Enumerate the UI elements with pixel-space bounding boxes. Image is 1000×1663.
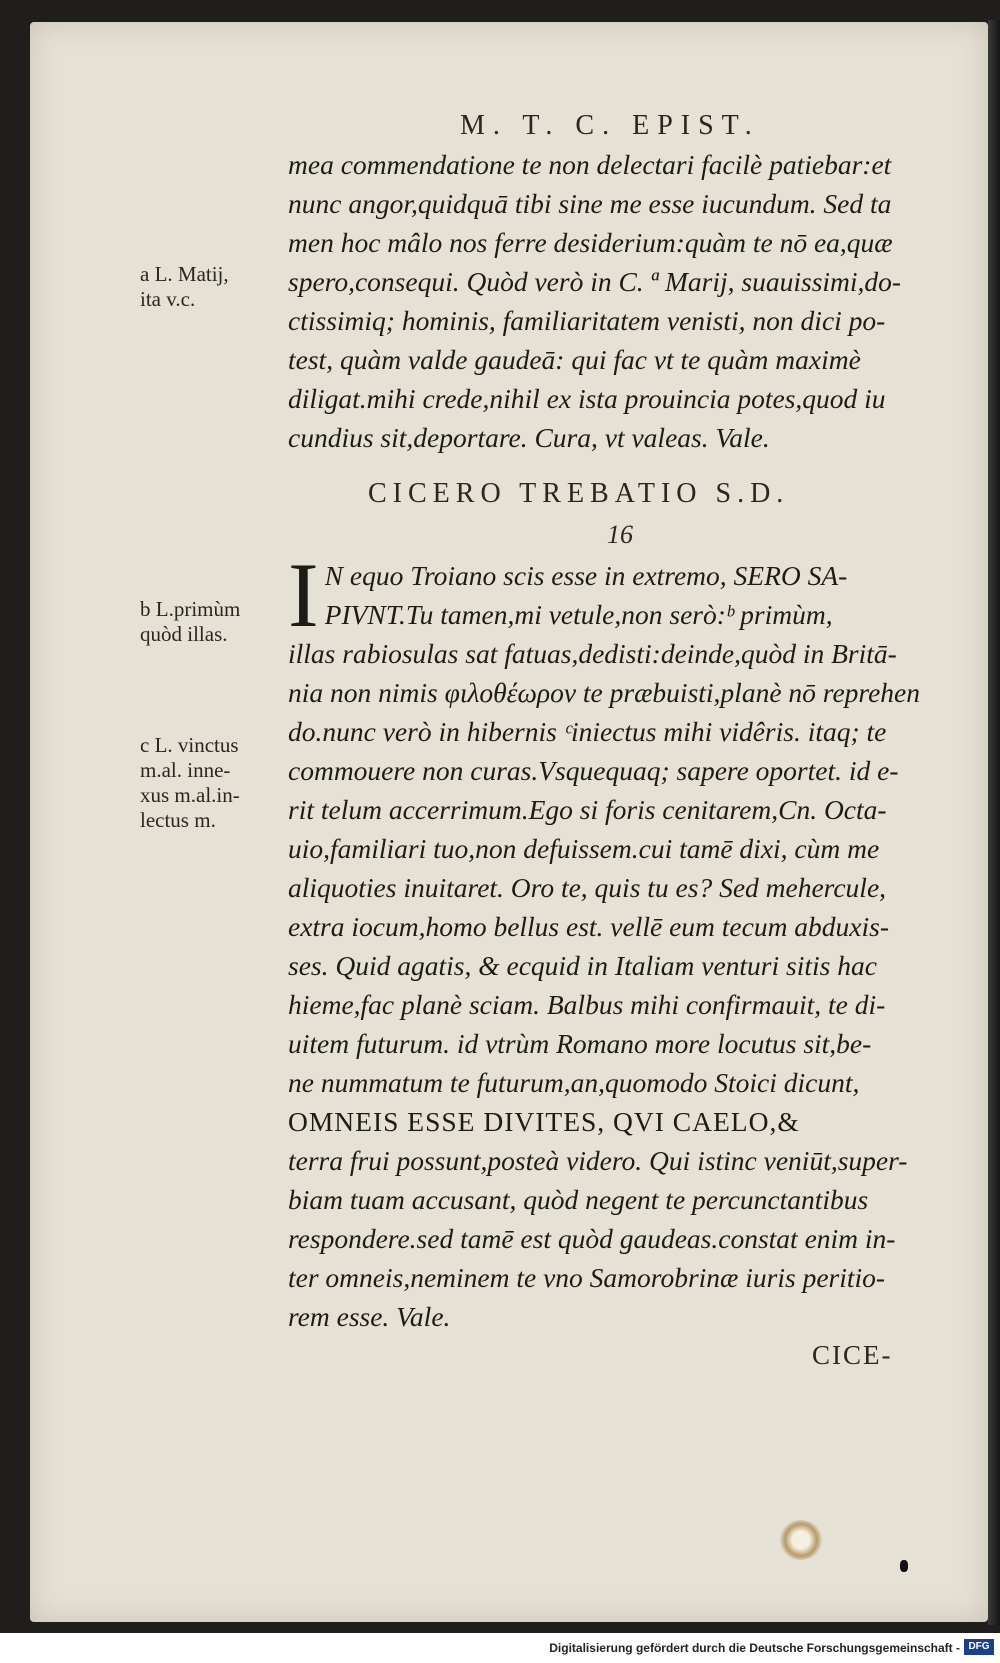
text-line: ses. Quid agatis, & ecquid in Italiam venturi sitis hac (288, 950, 877, 981)
text-line: OMNEIS ESSE DIVITES, QVI CAELO,& (288, 1106, 800, 1137)
text-line: N equo Troiano scis esse in extremo, SERO SA- (324, 560, 848, 591)
text-line: rem esse. Vale. (288, 1301, 451, 1332)
text-line: test, quàm valde gaudeā: qui fac vt te quàm maximè (288, 344, 861, 375)
text-line: ctissimiq; hominis, familiaritatem venisti, non dici po- (288, 305, 886, 336)
text-line: nia non nimis φιλοθέωρον te præbuisti,planè nō reprehen (288, 677, 921, 708)
text-line: ne nummatum te futurum,an,quomodo Stoici dicunt, (288, 1067, 860, 1098)
margin-note-c: c L. vinctus m.al. inne- xus m.al.in- lectus m. (140, 733, 240, 832)
text-line: respondere.sed tamē est quòd gaudeas.constat enim in- (288, 1223, 896, 1254)
text-line: hieme,fac planè sciam. Balbus mihi confirmauit, te di- (288, 989, 886, 1020)
text-line: men hoc mâlo nos ferre desiderium:quàm te nō ea,quæ (288, 227, 893, 258)
letter2-text (288, 544, 948, 1336)
text-line: ter omneis,neminem te vno Samorobrinæ iuris peritio- (288, 1262, 886, 1293)
text-line: biam tuam accusant, quòd negent te percunctantibus (288, 1184, 869, 1215)
running-head: M. T. C. EPIST. (460, 110, 760, 141)
text-line: rit telum accerrimum.Ego si foris cenitarem,Cn. Octa- (288, 794, 887, 825)
text-line: cundius sit,deportare. Cura, vt valeas. Vale. (288, 422, 770, 453)
text-line: mea commendatione te non delectari facilè patiebar:et (288, 149, 892, 180)
text-line: spero,consequi. Quòd verò in C. ª Marij, suauissimi,do- (288, 266, 902, 297)
text-line: extra iocum,homo bellus est. vellē eum tecum abduxis- (288, 911, 890, 942)
text-line: commouere non curas.Vsquequaq; sapere oportet. id e- (288, 755, 899, 786)
ink-speck (900, 1560, 908, 1572)
letter1-text (288, 145, 948, 457)
drop-cap: I (288, 544, 319, 646)
text-line: terra frui possunt,posteà videro. Qui istinc veniūt,super- (288, 1145, 908, 1176)
text-line: illas rabiosulas sat fatuas,dedisti:deinde,quòd in Britā- (288, 638, 897, 669)
margin-note-a: a L. Matij, ita v.c. (140, 262, 229, 311)
text-line: nunc angor,quidquā tibi sine me esse iucundum. Sed ta (288, 188, 892, 219)
text-line: diligat.mihi crede,nihil ex ista prouincia potes,quod iu (288, 383, 886, 414)
page-number: 16 (607, 520, 633, 549)
footer-credit: Digitalisierung gefördert durch die Deutsche Forschungsgemeinschaft - (549, 1641, 960, 1655)
text-line: do.nunc verò in hibernis ᶜiniectus mihi vidêris. itaq; te (288, 716, 887, 747)
text-line: PIVNT.Tu tamen,mi vetule,non serò:ᵇ primùm, (324, 599, 833, 630)
footer-bar (0, 1633, 1000, 1663)
letter-heading: CICERO TREBATIO S.D. (368, 478, 790, 509)
dfg-logo-icon: DFG (964, 1639, 994, 1655)
book-edge (988, 20, 1000, 1625)
text-line: uitem futurum. id vtrùm Romano more locutus sit,be- (288, 1028, 872, 1059)
margin-note-b: b L.primùm quòd illas. (140, 597, 241, 646)
text-line: aliquoties inuitaret. Oro te, quis tu es? Sed mehercule, (288, 872, 887, 903)
catchword: CICE- (812, 1340, 893, 1370)
paper-stain (780, 1520, 822, 1560)
text-line: uio,familiari tuo,non defuissem.cui tamē dixi, cùm me (288, 833, 880, 864)
